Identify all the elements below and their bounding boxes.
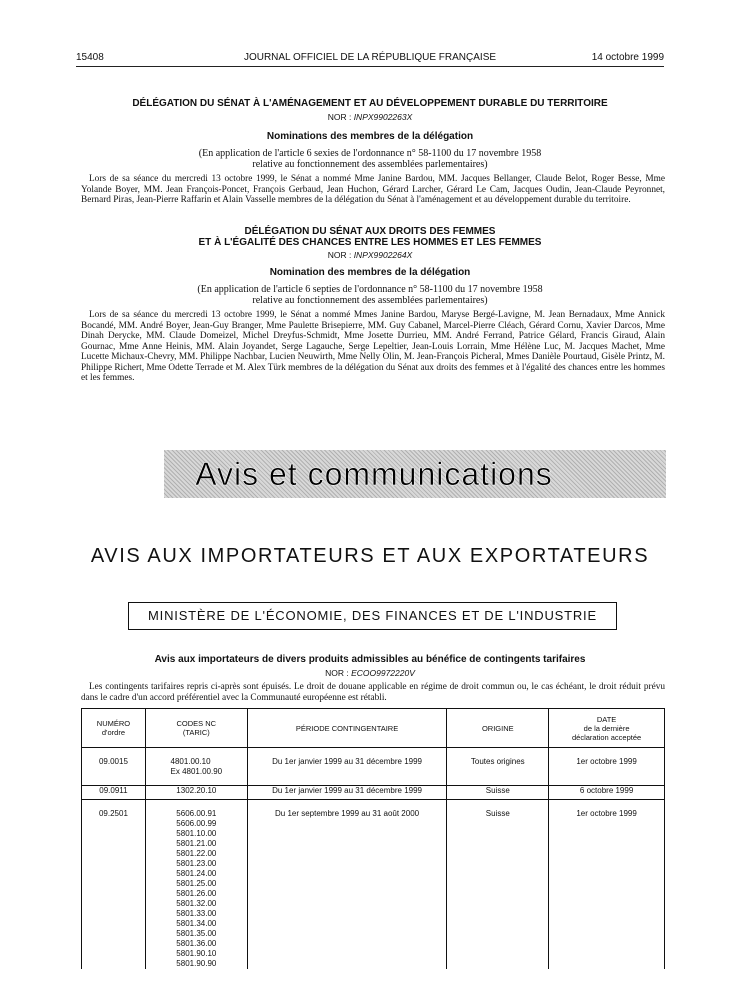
- nc-code: 5606.00.91: [176, 809, 217, 818]
- avis-title: AVIS AUX IMPORTATEURS ET AUX EXPORTATEURS: [90, 545, 650, 567]
- cell-numero: 09.0015: [82, 748, 146, 786]
- page-number: 15408: [76, 52, 104, 63]
- nor-code: INPX9902264X: [353, 250, 413, 260]
- header-line: (TARIC): [182, 728, 210, 737]
- journal-title: JOURNAL OFFICIEL DE LA RÉPUBLIQUE FRANÇAISE: [243, 52, 497, 63]
- application-line: (En application de l'article 6 septies de l'ordonnance n° 58-1100 du 17 novembre 1958: [197, 284, 543, 295]
- banner-title: Avis et communications: [195, 456, 553, 492]
- avis-subtitle: Avis aux importateurs de divers produits admissibles au bénéfice de contingents tarifaires: [154, 654, 586, 665]
- col-header-date: [549, 709, 665, 748]
- issue-date: 14 octobre 1999: [591, 52, 664, 63]
- nc-code: 5801.25.00: [176, 879, 217, 888]
- nc-code: 5801.22.00: [176, 849, 217, 858]
- section1-body: Lors de sa séance du mercredi 13 octobre 1999, le Sénat a nommé Mme Janine Bardou, MM. Jacques Bellanger, Claude Belot, Roger Besse, Mme Yolande Boyer, MM. Jean François-Poncet, François Gerbaud, Jean Huchon, Gérard Larcher, Gérard Le Cam, Jacques Oudin, Jean-Claude Peyronnet, Bernard Piras, Jean-Pierre Raffarin et Alain Vasselle membres de la délégation du Sénat à l'aménagement et au développement durable du territoire.: [81, 174, 665, 205]
- nc-code: 5801.35.00: [176, 929, 217, 938]
- application-line: relative au fonctionnement des assemblées parlementaires): [252, 159, 488, 170]
- cell-codes: [145, 748, 247, 786]
- nor-code: ECOO9972220V: [351, 668, 415, 678]
- code-list: [176, 809, 216, 969]
- avis-nor: [76, 668, 664, 678]
- header-line: PÉRIODE CONTINGENTAIRE: [295, 723, 399, 733]
- section2-nor: [76, 250, 664, 260]
- table-header-row: [82, 709, 665, 748]
- section1-title: DÉLÉGATION DU SÉNAT À L'AMÉNAGEMENT ET AU DÉVELOPPEMENT DURABLE DU TERRITOIRE: [132, 98, 608, 109]
- cell-date: 1er octobre 1999: [549, 800, 665, 970]
- table-row: [82, 800, 665, 970]
- code-list: [176, 786, 216, 796]
- table-row: [82, 786, 665, 800]
- section2-body: Lors de sa séance du mercredi 13 octobre 1999, le Sénat a nommé Mmes Janine Bardou, Maryse Bergé-Lavigne, M. Jean Bernadaux, Mme Annick Bocandé, MM. André Boyer, Jean-Guy Branger, Mme Paulette Brisepierre, MM. Guy Cabanel, Marcel-Pierre Cléach, Gérard Cornu, Xavier Darcos, Mme Dinah Derycke, MM. Claude Domeizel, Michel Dreyfus-Schmidt, Mme Josette Durrieu, MM. André Ferrand, Patrice Gélard, Francis Giraud, Alain Gournac, Mme Anne Heinis, MM. Alain Joyandet, Serge Lagauche, Serge Lepeltier, Jean-Louis Lorrain, Mme Hélène Luc, M. Jacques Machet, Mme Lucette Michaux-Chevry, MM. Philippe Nachbar, Lucien Neuwirth, Mme Nelly Olin, M. Jean-François Picheral, Mmes Danièle Pourtaud, Gisèle Printz, M. Philippe Richert, Mme Odette Terrade et M. Alex Türk membres de la délégation du Sénat aux droits des femmes et à l'égalité des chances entre les hommes et les femmes.: [81, 310, 665, 383]
- nc-code: 5801.24.00: [176, 869, 217, 878]
- cell-periode: Du 1er janvier 1999 au 31 décembre 1999: [247, 748, 447, 786]
- avis-body: Les contingents tarifaires repris ci-après sont épuisés. Le droit de douane applicable en régime de droit commun ou, le cas échéant, le droit réduit prévu dans le cadre d'un accord préférentiel avec la Communauté européenne est rétabli.: [81, 682, 665, 703]
- nc-code: Ex 4801.00.90: [170, 767, 223, 776]
- nor-code: INPX9902263X: [353, 112, 413, 122]
- header-line: DATE: [596, 714, 617, 724]
- nc-code: 5801.33.00: [176, 909, 217, 918]
- nc-code: 5801.10.00: [176, 829, 217, 838]
- nc-code: 5801.34.00: [176, 919, 217, 928]
- header-rule: [76, 66, 664, 67]
- header-line: d'ordre: [101, 728, 126, 737]
- cell-codes: [145, 786, 247, 800]
- quota-table: [81, 708, 665, 969]
- section1-nor: [76, 112, 664, 122]
- header-line: CODES NC: [176, 719, 217, 728]
- nor-label: NOR :: [327, 112, 352, 122]
- header-line: de la dernière: [583, 723, 630, 733]
- nor-label: NOR :: [325, 668, 349, 678]
- col-header-codes: [145, 709, 247, 748]
- application-line: (En application de l'article 6 sexies de l'ordonnance n° 58-1100 du 17 novembre 1958: [198, 148, 542, 159]
- section2-subtitle: Nomination des membres de la délégation: [269, 267, 471, 278]
- col-header-numero: [82, 709, 146, 748]
- cell-origine: Suisse: [447, 786, 549, 800]
- cell-codes: [145, 800, 247, 970]
- col-header-periode: [247, 709, 447, 748]
- header-line: ORIGINE: [481, 723, 514, 733]
- cell-periode: Du 1er septembre 1999 au 31 août 2000: [247, 800, 447, 970]
- application-line: relative au fonctionnement des assemblées parlementaires): [252, 295, 488, 306]
- nc-code: 4801.00.10: [170, 757, 211, 766]
- nc-code: 5801.21.00: [176, 839, 217, 848]
- section1-subtitle: Nominations des membres de la délégation: [266, 131, 474, 142]
- nc-code: 5801.26.00: [176, 889, 217, 898]
- nc-code: 5606.00.99: [176, 819, 217, 828]
- cell-numero: 09.2501: [82, 800, 146, 970]
- header-line: NUMÉRO: [96, 719, 131, 728]
- nc-code: 1302.20.10: [176, 786, 217, 795]
- section2-application: [76, 284, 664, 306]
- header-line: déclaration acceptée: [571, 732, 642, 742]
- cell-date: 6 octobre 1999: [549, 786, 665, 800]
- cell-periode: Du 1er janvier 1999 au 31 décembre 1999: [247, 786, 447, 800]
- table-row: [82, 748, 665, 786]
- cell-numero: 09.0911: [82, 786, 146, 800]
- ministry-box: MINISTÈRE DE L'ÉCONOMIE, DES FINANCES ET DE L'INDUSTRIE: [128, 602, 617, 630]
- section2-title: [76, 226, 664, 248]
- cell-date: 1er octobre 1999: [549, 748, 665, 786]
- nc-code: 5801.90.90: [176, 959, 217, 968]
- nc-code: 5801.32.00: [176, 899, 217, 908]
- cell-origine: Suisse: [447, 800, 549, 970]
- title-line: DÉLÉGATION DU SÉNAT AUX DROITS DES FEMMES: [244, 226, 496, 237]
- code-list: [171, 757, 223, 777]
- section1-application: [76, 148, 664, 170]
- nc-code: 5801.90.10: [176, 949, 217, 958]
- col-header-origine: [447, 709, 549, 748]
- cell-origine: Toutes origines: [447, 748, 549, 786]
- nor-label: NOR :: [327, 250, 352, 260]
- nc-code: 5801.23.00: [176, 859, 217, 868]
- title-line: ET À L'ÉGALITÉ DES CHANCES ENTRE LES HOMMES ET LES FEMMES: [198, 237, 542, 248]
- nc-code: 5801.36.00: [176, 939, 217, 948]
